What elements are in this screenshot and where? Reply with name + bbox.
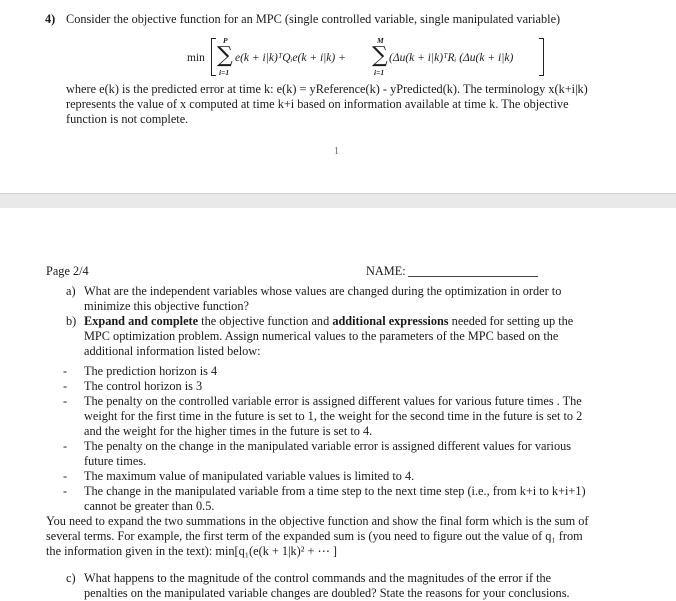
part-b-bold-expand: Expand and complete (84, 314, 199, 328)
question-intro: Consider the objective function for an MPC (single controlled variable, single manipulated variable) (66, 12, 561, 26)
part-b-label: b) (66, 314, 77, 328)
equation-error-term: e(k + i|k)ᵀQᵢe(k + i|k) + (235, 52, 346, 64)
part-c-line-1: What happens to the magnitude of the control commands and the magnitudes of the error if the (84, 571, 552, 585)
bullet-cv-penalty-line-1: The penalty on the controlled variable error is assigned different values for various future times . The (84, 394, 582, 408)
bullet-cv-penalty-line-3: and the weight for the higher times in the future is set to 4. (84, 424, 373, 438)
sum1-sigma-icon: ∑ (217, 43, 233, 68)
name-underline (408, 276, 538, 277)
part-c-line-2: penalties on the manipulated variable changes are doubled? State the reasons for your conclusions. (84, 586, 570, 600)
part-b-line-1 (84, 314, 573, 329)
page-header-number: Page 2/4 (46, 264, 89, 278)
bullet-dash: - (63, 484, 68, 498)
bullet-mv-penalty-line-1: The penalty on the change in the manipulated variable error is assigned different values for various (84, 439, 572, 453)
part-a-line-1: What are the independent variables whose values are changed during the optimization in order to (84, 284, 562, 298)
sum2-lower-limit: i=1 (374, 68, 385, 77)
where-line-1: where e(k) is the predicted error at time k: e(k) = yReference(k) - yPredicted(k). The terminology x(k+i|k) (66, 82, 588, 96)
bullet-dash: - (63, 364, 68, 378)
page-number: 1 (334, 146, 339, 157)
part-a-line-2: minimize this objective function? (84, 299, 249, 313)
sum2-sigma-icon: ∑ (372, 43, 388, 68)
page-two (0, 208, 676, 600)
page-one (0, 0, 676, 193)
expand-line-2: several terms. For example, the first term of the expanded sum is (you need to figure out the value of q₁ from (46, 529, 583, 543)
name-field (366, 264, 538, 279)
part-b-bold-additional: additional expressions (332, 314, 449, 328)
name-label: NAME: (366, 264, 406, 278)
left-bracket (211, 38, 216, 76)
bullet-control-horizon: The control horizon is 3 (84, 379, 203, 393)
page-separator (0, 193, 676, 209)
question-number: 4) (45, 12, 56, 26)
sum2-upper-limit: M (377, 36, 384, 45)
sum1-lower-limit: i=1 (219, 68, 230, 77)
part-b-text-1: the objective function and (198, 314, 333, 328)
sum1-upper-limit: P (223, 36, 228, 45)
bullet-dash: - (63, 469, 68, 483)
bullet-cv-penalty-line-2: weight for the first time in the future is set to 1, the weight for the second time in the future is set to 2 (84, 409, 583, 423)
bullet-dash: - (63, 379, 68, 393)
bullet-dash: - (63, 439, 68, 453)
expand-line-3: the information given in the text): min[q₁(e(k + 1|k)² + ⋯ ] (46, 544, 338, 558)
bullet-mv-max: The maximum value of manipulated variable values is limited to 4. (84, 469, 415, 483)
where-line-2: represents the value of x computed at time k+i based on information available at time k. The objective (66, 97, 569, 111)
expand-line-1: You need to expand the two summations in the objective function and show the final form which is the sum of (46, 514, 589, 528)
part-a-label: a) (66, 284, 76, 298)
objective-function-equation (187, 36, 547, 78)
bullet-mv-rate-line-2: cannot be greater than 0.5. (84, 499, 215, 513)
part-b-line-2: MPC optimization problem. Assign numerical values to the parameters of the MPC based on the (84, 329, 559, 343)
bullet-mv-rate-line-1: The change in the manipulated variable from a time step to the next time step (i.e., from k+i to k+i+1) (84, 484, 586, 498)
equation-input-term: (Δu(k + i|k)ᵀRᵢ (Δu(k + i|k) (389, 52, 514, 64)
right-bracket (539, 38, 544, 76)
where-line-3: function is not complete. (66, 112, 189, 126)
part-c-label: c) (66, 571, 76, 585)
equation-min: min (187, 52, 205, 64)
bullet-dash: - (63, 394, 68, 408)
bullet-prediction-horizon: The prediction horizon is 4 (84, 364, 218, 378)
part-b-line-3: additional information listed below: (84, 344, 261, 358)
bullet-mv-penalty-line-2: future times. (84, 454, 147, 468)
part-b-text-2: needed for setting up the (448, 314, 574, 328)
